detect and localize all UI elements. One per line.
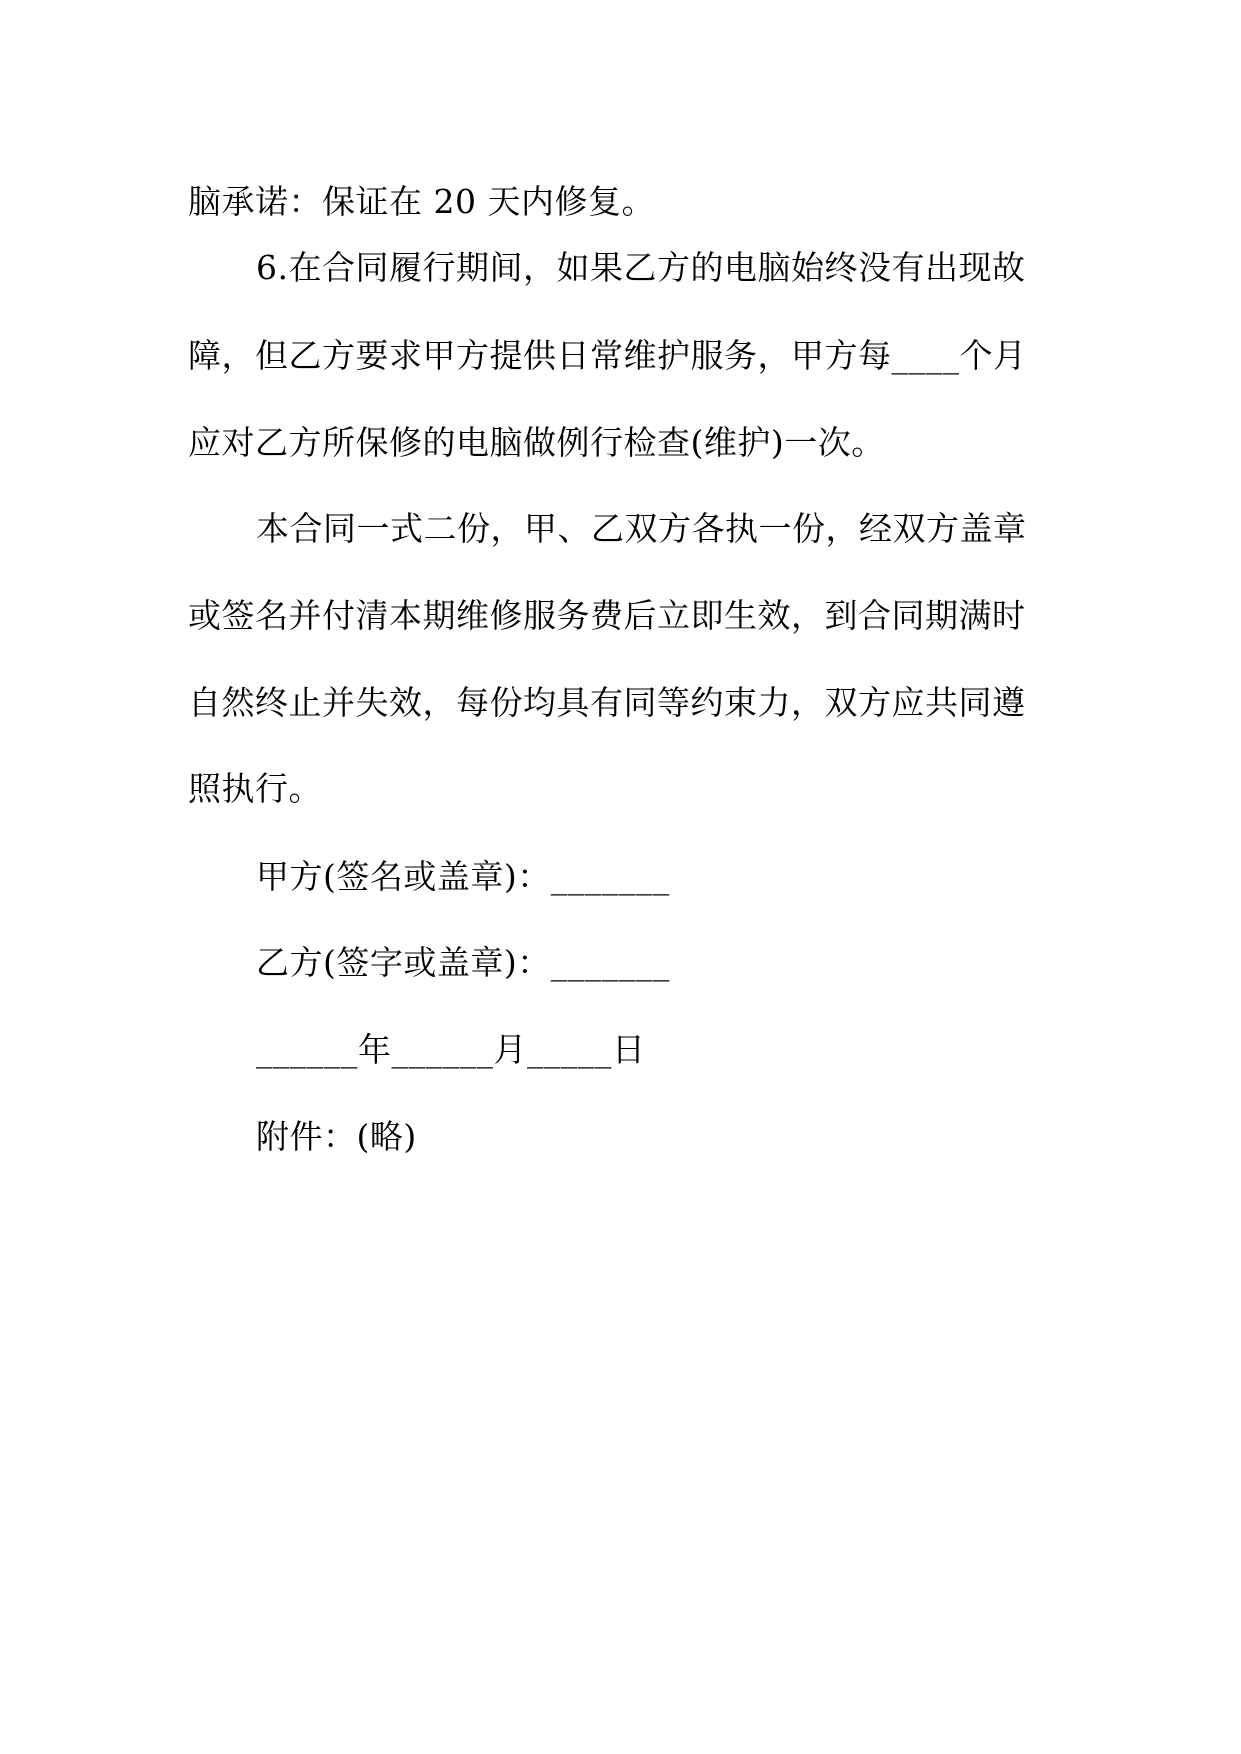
closing-paragraph-line-3: 自然终止并失效，每份均具有同等约束力，双方应共同遵 [188, 683, 1026, 722]
clause-6-line-2: 障，但乙方要求甲方提供日常维护服务，甲方每____个月 [188, 336, 1027, 375]
clause-6-line-1: 6.在合同履行期间，如果乙方的电脑始终没有出现故 [256, 248, 1026, 287]
date-line: ______年______月_____日 [256, 1030, 646, 1069]
closing-paragraph-line-4: 照执行。 [188, 769, 322, 808]
party-b-signature-line: 乙方(签字或盖章)：_______ [256, 943, 670, 982]
closing-paragraph-line-1: 本合同一式二份，甲、乙双方各执一份，经双方盖章 [256, 509, 1027, 548]
closing-paragraph-line-2: 或签名并付清本期维修服务费后立即生效，到合同期满时 [188, 596, 1026, 635]
clause-5-continuation: 脑承诺：保证在 20 天内修复。 [188, 182, 655, 221]
party-a-signature-line: 甲方(签名或盖章)：_______ [256, 857, 670, 896]
clause-6-line-3: 应对乙方所保修的电脑做例行检查(维护)一次。 [188, 423, 885, 462]
attachment-line: 附件：(略) [256, 1117, 417, 1156]
